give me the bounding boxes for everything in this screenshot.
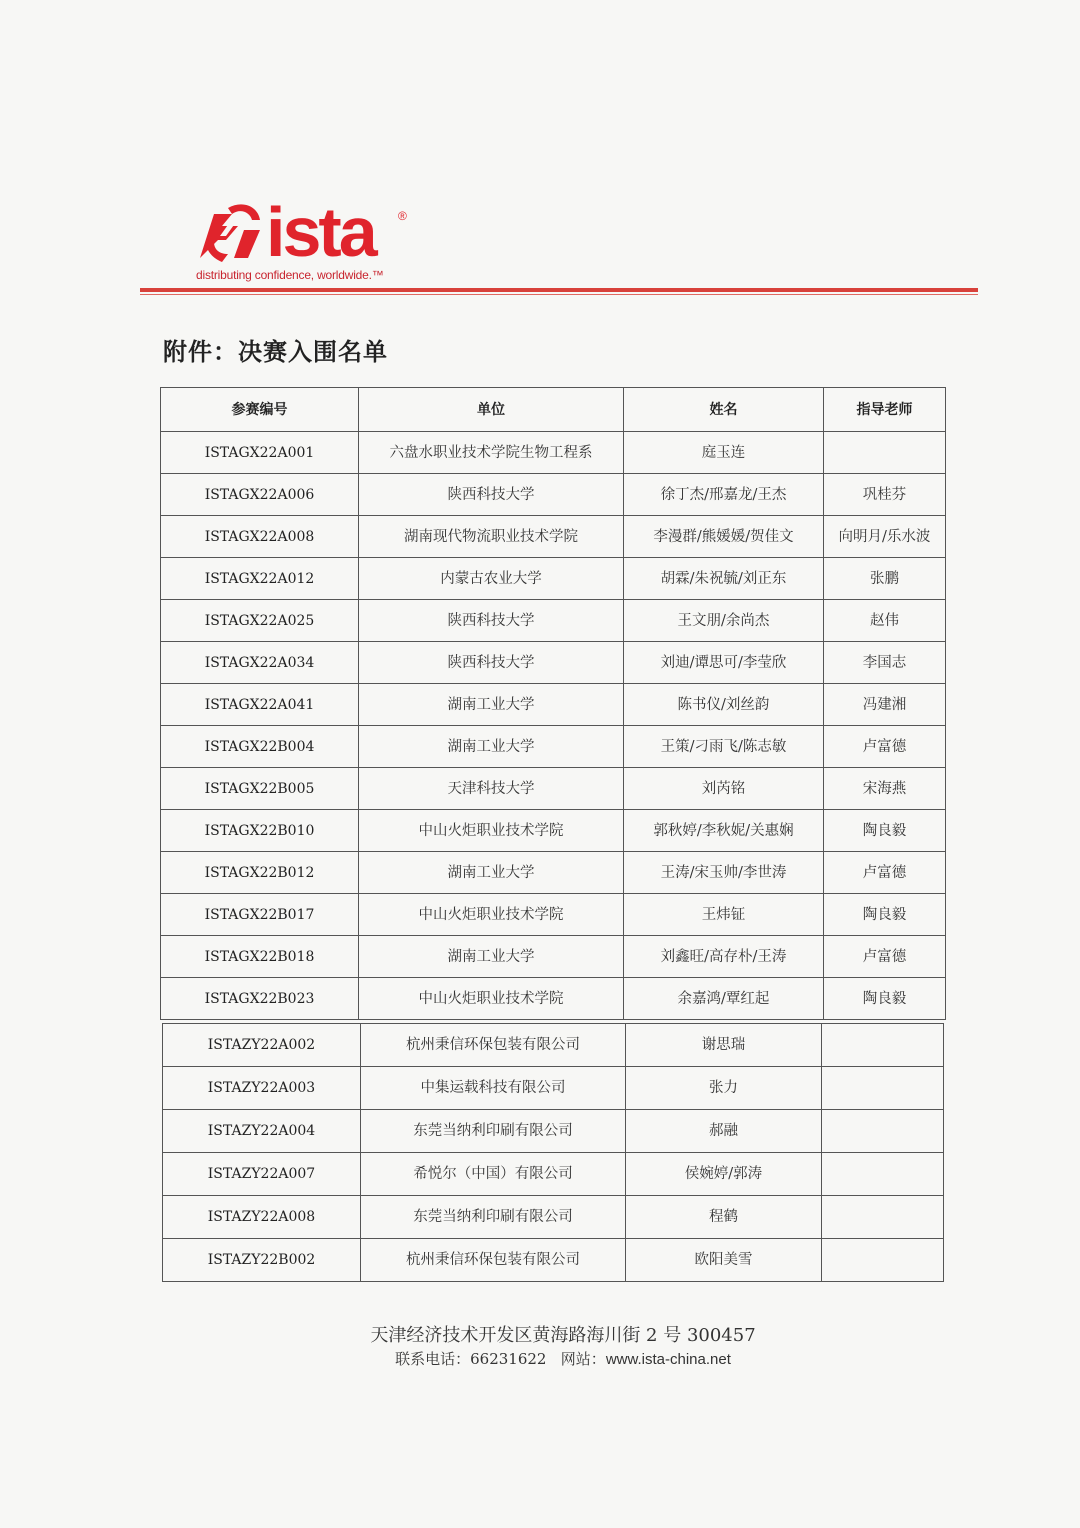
cell-code: ISTAGX22A001 bbox=[161, 432, 359, 474]
cell-code: ISTAGX22B017 bbox=[161, 894, 359, 936]
cell-unit: 湖南工业大学 bbox=[359, 936, 624, 978]
cell-code: ISTAZY22B002 bbox=[163, 1239, 361, 1282]
table-row bbox=[161, 936, 946, 978]
cell-code: ISTAGX22B018 bbox=[161, 936, 359, 978]
header-divider bbox=[140, 288, 978, 292]
cell-advisor: 赵伟 bbox=[824, 600, 946, 642]
table-row bbox=[161, 810, 946, 852]
cell-code: ISTAZY22A007 bbox=[163, 1153, 361, 1196]
svg-text:ista: ista bbox=[266, 196, 375, 268]
cell-unit: 希悦尔（中国）有限公司 bbox=[361, 1153, 626, 1196]
header-unit: 单位 bbox=[359, 388, 624, 432]
cell-advisor: 宋海燕 bbox=[824, 768, 946, 810]
cell-advisor: 卢富德 bbox=[824, 726, 946, 768]
cell-advisor: 李国志 bbox=[824, 642, 946, 684]
cell-unit: 陕西科技大学 bbox=[359, 474, 624, 516]
cell-advisor: 冯建湘 bbox=[824, 684, 946, 726]
cell-code: ISTAZY22A003 bbox=[163, 1067, 361, 1110]
cell-names: 刘鑫旺/高存朴/王涛 bbox=[624, 936, 824, 978]
table-row bbox=[161, 558, 946, 600]
cell-advisor: 卢富德 bbox=[824, 936, 946, 978]
website-link[interactable]: www.ista-china.net bbox=[605, 1351, 731, 1368]
cell-code: ISTAGX22A025 bbox=[161, 600, 359, 642]
cell-code: ISTAZY22A002 bbox=[163, 1024, 361, 1067]
table-row bbox=[161, 852, 946, 894]
table-header-row bbox=[161, 388, 946, 432]
cell-unit: 杭州秉信环保包装有限公司 bbox=[361, 1024, 626, 1067]
header-names: 姓名 bbox=[624, 388, 824, 432]
cell-unit: 天津科技大学 bbox=[359, 768, 624, 810]
table-row bbox=[161, 684, 946, 726]
phone-label: 联系电话： bbox=[395, 1350, 471, 1368]
cell-unit: 湖南现代物流职业技术学院 bbox=[359, 516, 624, 558]
cell-names: 王策/刁雨飞/陈志敏 bbox=[624, 726, 824, 768]
cell-names: 程鹤 bbox=[626, 1196, 822, 1239]
cell-names: 王涛/宋玉帅/李世涛 bbox=[624, 852, 824, 894]
cell-code: ISTAZY22A004 bbox=[163, 1110, 361, 1153]
cell-unit: 湖南工业大学 bbox=[359, 852, 624, 894]
logo-tagline: distributing confidence, worldwide.™ bbox=[196, 268, 384, 282]
svg-text:®: ® bbox=[398, 209, 407, 223]
cell-code: ISTAGX22A008 bbox=[161, 516, 359, 558]
cell-names: 徐丁杰/邢嘉龙/王杰 bbox=[624, 474, 824, 516]
cell-names: 欧阳美雪 bbox=[626, 1239, 822, 1282]
cell-names: 王文朋/余尚杰 bbox=[624, 600, 824, 642]
cell-code: ISTAGX22B010 bbox=[161, 810, 359, 852]
table-row bbox=[163, 1239, 944, 1282]
cell-unit: 陕西科技大学 bbox=[359, 600, 624, 642]
cell-advisor bbox=[822, 1067, 944, 1110]
table-row bbox=[161, 516, 946, 558]
table-row bbox=[161, 432, 946, 474]
cell-unit: 东莞当纳利印刷有限公司 bbox=[361, 1196, 626, 1239]
cell-unit: 中山火炬职业技术学院 bbox=[359, 810, 624, 852]
cell-advisor bbox=[822, 1153, 944, 1196]
cell-names: 谢思瑞 bbox=[626, 1024, 822, 1067]
cell-code: ISTAGX22B004 bbox=[161, 726, 359, 768]
table-row bbox=[161, 978, 946, 1020]
table-row bbox=[163, 1024, 944, 1067]
header-advisor: 指导老师 bbox=[824, 388, 946, 432]
table-row bbox=[163, 1110, 944, 1153]
table-row bbox=[161, 768, 946, 810]
cell-code: ISTAGX22A006 bbox=[161, 474, 359, 516]
table-row bbox=[161, 726, 946, 768]
cell-advisor: 卢富德 bbox=[824, 852, 946, 894]
cell-names: 侯婉婷/郭涛 bbox=[626, 1153, 822, 1196]
cell-code: ISTAZY22A008 bbox=[163, 1196, 361, 1239]
finalists-table-zy bbox=[162, 1023, 944, 1282]
table-row bbox=[163, 1153, 944, 1196]
cell-names: 胡霖/朱祝毓/刘正东 bbox=[624, 558, 824, 600]
cell-code: ISTAGX22B005 bbox=[161, 768, 359, 810]
cell-names: 庭玉连 bbox=[624, 432, 824, 474]
cell-unit: 中山火炬职业技术学院 bbox=[359, 978, 624, 1020]
cell-names: 余嘉鸿/覃红起 bbox=[624, 978, 824, 1020]
web-label: 网站： bbox=[560, 1350, 606, 1368]
cell-unit: 湖南工业大学 bbox=[359, 684, 624, 726]
cell-unit: 六盘水职业技术学院生物工程系 bbox=[359, 432, 624, 474]
page-title: 附件：决赛入围名单 bbox=[163, 338, 388, 366]
cell-names: 陈书仪/刘丝韵 bbox=[624, 684, 824, 726]
cell-unit: 中山火炬职业技术学院 bbox=[359, 894, 624, 936]
cell-advisor: 陶良毅 bbox=[824, 978, 946, 1020]
cell-advisor: 张鹏 bbox=[824, 558, 946, 600]
table-row bbox=[161, 642, 946, 684]
cell-unit: 杭州秉信环保包装有限公司 bbox=[361, 1239, 626, 1282]
cell-advisor: 向明月/乐水波 bbox=[824, 516, 946, 558]
cell-code: ISTAGX22A034 bbox=[161, 642, 359, 684]
cell-advisor bbox=[822, 1239, 944, 1282]
cell-unit: 中集运载科技有限公司 bbox=[361, 1067, 626, 1110]
table-row bbox=[163, 1196, 944, 1239]
cell-code: ISTAGX22A041 bbox=[161, 684, 359, 726]
header-code: 参赛编号 bbox=[161, 388, 359, 432]
table-row bbox=[161, 474, 946, 516]
cell-advisor: 巩桂芬 bbox=[824, 474, 946, 516]
cell-advisor bbox=[824, 432, 946, 474]
finalists-table-gx bbox=[160, 387, 946, 1020]
cell-unit: 湖南工业大学 bbox=[359, 726, 624, 768]
cell-unit: 内蒙古农业大学 bbox=[359, 558, 624, 600]
table-row bbox=[163, 1067, 944, 1110]
cell-names: 刘迪/谭思可/李莹欣 bbox=[624, 642, 824, 684]
cell-names: 郝融 bbox=[626, 1110, 822, 1153]
cell-names: 刘芮铭 bbox=[624, 768, 824, 810]
phone-number: 66231622 bbox=[470, 1350, 547, 1368]
footer-contact bbox=[0, 1348, 1080, 1369]
cell-advisor bbox=[822, 1024, 944, 1067]
cell-advisor bbox=[822, 1196, 944, 1239]
header-divider-thin bbox=[140, 294, 978, 295]
cell-unit: 陕西科技大学 bbox=[359, 642, 624, 684]
cell-advisor: 陶良毅 bbox=[824, 810, 946, 852]
cell-code: ISTAGX22B012 bbox=[161, 852, 359, 894]
cell-names: 王炜钲 bbox=[624, 894, 824, 936]
cell-names: 张力 bbox=[626, 1067, 822, 1110]
table-row bbox=[161, 600, 946, 642]
cell-advisor bbox=[822, 1110, 944, 1153]
cell-advisor: 陶良毅 bbox=[824, 894, 946, 936]
footer-address: 天津经济技术开发区黄海路海川街 2 号 300457 bbox=[370, 1325, 756, 1346]
table-row bbox=[161, 894, 946, 936]
cell-names: 李漫群/熊媛媛/贺佳文 bbox=[624, 516, 824, 558]
cell-code: ISTAGX22B023 bbox=[161, 978, 359, 1020]
cell-code: ISTAGX22A012 bbox=[161, 558, 359, 600]
cell-unit: 东莞当纳利印刷有限公司 bbox=[361, 1110, 626, 1153]
cell-names: 郭秋婷/李秋妮/关惠娴 bbox=[624, 810, 824, 852]
